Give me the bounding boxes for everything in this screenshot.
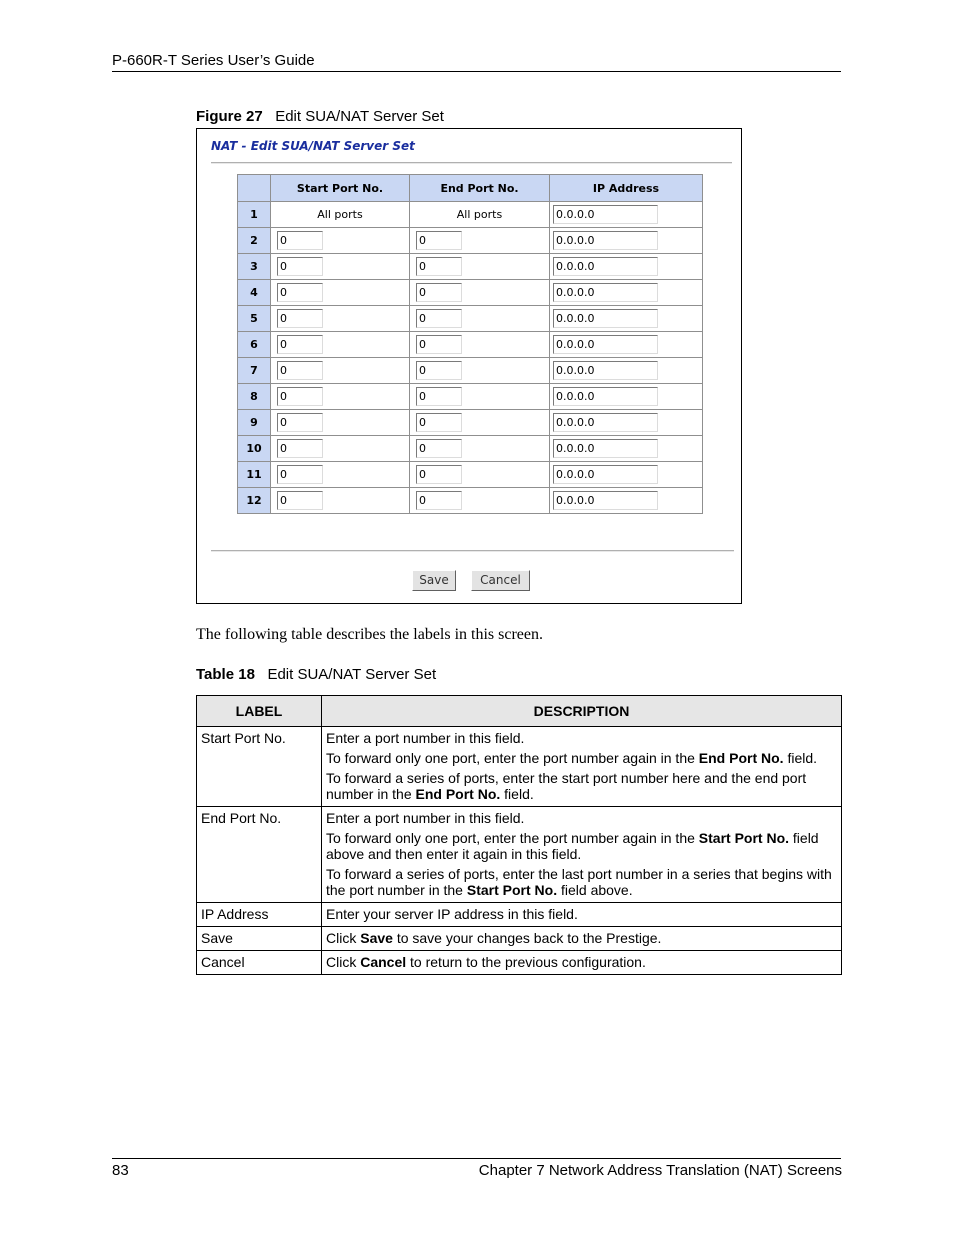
- ip-cell: [550, 228, 703, 254]
- row-number: 8: [238, 384, 271, 410]
- end-port-cell: [410, 384, 550, 410]
- end-port-cell: [410, 332, 550, 358]
- description-text: To forward only one port, enter the port number again in the: [326, 750, 699, 766]
- save-button[interactable]: Save: [412, 570, 456, 591]
- field-name-emphasis: End Port No.: [698, 750, 784, 766]
- desc-header-row: [197, 696, 842, 727]
- start-port-input[interactable]: 0: [277, 309, 323, 328]
- end-port-input[interactable]: 0: [416, 439, 462, 458]
- description-paragraph: [326, 930, 837, 946]
- start-port-input[interactable]: 0: [277, 491, 323, 510]
- header-rule: [112, 71, 841, 72]
- row-label: Start Port No.: [197, 727, 322, 807]
- row-description: [322, 807, 842, 903]
- table-row: [197, 727, 842, 807]
- figure-screenshot: [196, 128, 742, 604]
- table-row: [238, 202, 703, 228]
- ip-cell: [550, 202, 703, 228]
- field-name-emphasis: End Port No.: [415, 786, 501, 802]
- table-row: [238, 488, 703, 514]
- description-paragraph: [326, 954, 837, 970]
- description-text: To forward a series of ports, enter the start port number here and the end port number in the: [326, 770, 807, 802]
- table-row: [238, 436, 703, 462]
- table-row: [238, 358, 703, 384]
- end-port-input[interactable]: 0: [416, 257, 462, 276]
- ip-address-input[interactable]: 0.0.0.0: [553, 335, 658, 354]
- page-number: 83: [112, 1162, 129, 1179]
- end-port-all: All ports: [410, 202, 550, 228]
- end-port-cell: [410, 462, 550, 488]
- start-port-cell: [271, 306, 410, 332]
- table-row: [238, 280, 703, 306]
- column-header-index: [238, 175, 271, 202]
- row-label: End Port No.: [197, 807, 322, 903]
- row-label: Cancel: [197, 951, 322, 975]
- ip-cell: [550, 280, 703, 306]
- start-port-cell: [271, 462, 410, 488]
- screen-divider-bottom: [211, 550, 734, 552]
- row-number: 5: [238, 306, 271, 332]
- end-port-input[interactable]: 0: [416, 309, 462, 328]
- ip-address-input[interactable]: 0.0.0.0: [553, 413, 658, 432]
- description-paragraph: [326, 750, 837, 766]
- end-port-cell: [410, 488, 550, 514]
- table-row: [238, 410, 703, 436]
- table-row: [238, 332, 703, 358]
- start-port-cell: [271, 228, 410, 254]
- description-text: To forward only one port, enter the port number again in the: [326, 830, 699, 846]
- ip-address-input[interactable]: 0.0.0.0: [553, 257, 658, 276]
- ip-address-input[interactable]: 0.0.0.0: [553, 439, 658, 458]
- start-port-cell: [271, 332, 410, 358]
- ip-address-input[interactable]: 0.0.0.0: [553, 283, 658, 302]
- footer-rule: [112, 1158, 841, 1159]
- description-text: to save your changes back to the Prestige.: [392, 930, 662, 946]
- start-port-input[interactable]: 0: [277, 361, 323, 380]
- ip-cell: [550, 488, 703, 514]
- end-port-cell: [410, 228, 550, 254]
- table-row: [238, 228, 703, 254]
- row-description: [322, 727, 842, 807]
- footer-chapter-title: Chapter 7 Network Address Translation (NAT) Screens: [478, 1162, 842, 1179]
- row-description: [322, 927, 842, 951]
- column-header-ip-address: IP Address: [550, 175, 703, 202]
- nat-server-table: [237, 174, 703, 514]
- description-text: field.: [500, 786, 534, 802]
- column-header-end-port: End Port No.: [410, 175, 550, 202]
- table-row: [238, 306, 703, 332]
- start-port-cell: [271, 280, 410, 306]
- end-port-input[interactable]: 0: [416, 231, 462, 250]
- end-port-input[interactable]: 0: [416, 465, 462, 484]
- start-port-input[interactable]: 0: [277, 439, 323, 458]
- end-port-cell: [410, 280, 550, 306]
- ip-address-input[interactable]: 0.0.0.0: [553, 491, 658, 510]
- start-port-input[interactable]: 0: [277, 413, 323, 432]
- end-port-input[interactable]: 0: [416, 335, 462, 354]
- ip-cell: [550, 254, 703, 280]
- end-port-input[interactable]: 0: [416, 361, 462, 380]
- table-row: [238, 254, 703, 280]
- description-text: Enter a port number in this field.: [326, 730, 525, 746]
- description-text: Click: [326, 930, 361, 946]
- start-port-input[interactable]: 0: [277, 387, 323, 406]
- start-port-all: All ports: [271, 202, 410, 228]
- table-row: [197, 807, 842, 903]
- end-port-input[interactable]: 0: [416, 413, 462, 432]
- start-port-cell: [271, 358, 410, 384]
- description-text: field.: [783, 750, 818, 766]
- screen-title: NAT - Edit SUA/NAT Server Set: [211, 139, 415, 153]
- end-port-cell: [410, 358, 550, 384]
- start-port-cell: [271, 488, 410, 514]
- intro-paragraph: The following table describes the labels in this screen.: [196, 626, 544, 643]
- ip-address-input[interactable]: 0.0.0.0: [553, 387, 658, 406]
- row-number: 2: [238, 228, 271, 254]
- figure-caption: [196, 108, 444, 125]
- ip-address-input[interactable]: 0.0.0.0: [553, 231, 658, 250]
- start-port-input[interactable]: 0: [277, 465, 323, 484]
- description-paragraph: [326, 830, 837, 862]
- start-port-input[interactable]: 0: [277, 231, 323, 250]
- ip-cell: [550, 462, 703, 488]
- table-row: [197, 903, 842, 927]
- start-port-cell: [271, 254, 410, 280]
- row-number: 1: [238, 202, 271, 228]
- ip-cell: [550, 358, 703, 384]
- end-port-cell: [410, 436, 550, 462]
- table-row: [238, 462, 703, 488]
- end-port-cell: [410, 306, 550, 332]
- column-header-start-port: Start Port No.: [271, 175, 410, 202]
- row-number: 9: [238, 410, 271, 436]
- table-caption: [196, 666, 436, 683]
- ip-address-input[interactable]: 0.0.0.0: [553, 309, 658, 328]
- row-label: IP Address: [197, 903, 322, 927]
- ip-cell: [550, 306, 703, 332]
- description-text: To forward a series of ports, enter the last port number in a series that begins with the port number in the: [326, 866, 832, 898]
- ip-cell: [550, 332, 703, 358]
- description-paragraph: [326, 906, 837, 922]
- start-port-cell: [271, 410, 410, 436]
- description-text: to return to the previous configuration.: [406, 954, 646, 970]
- running-header-title: P-660R-T Series User’s Guide: [112, 52, 315, 69]
- field-name-emphasis: Cancel: [360, 954, 407, 970]
- description-paragraph: [326, 810, 837, 826]
- description-text: Click: [326, 954, 361, 970]
- start-port-cell: [271, 384, 410, 410]
- table-header-row: [238, 175, 703, 202]
- field-name-emphasis: Save: [360, 930, 393, 946]
- ip-address-input[interactable]: 0.0.0.0: [553, 361, 658, 380]
- description-text: Enter a port number in this field.: [326, 810, 525, 826]
- row-number: 6: [238, 332, 271, 358]
- end-port-input[interactable]: 0: [416, 283, 462, 302]
- field-name-emphasis: Start Port No.: [466, 882, 558, 898]
- table-row: [197, 927, 842, 951]
- start-port-input[interactable]: 0: [277, 257, 323, 276]
- figure-caption-label: Figure 27: [196, 108, 263, 125]
- row-description: [322, 903, 842, 927]
- ip-address-input[interactable]: 0.0.0.0: [553, 465, 658, 484]
- column-header-description: DESCRIPTION: [322, 696, 842, 727]
- end-port-input[interactable]: 0: [416, 387, 462, 406]
- row-number: 10: [238, 436, 271, 462]
- label-description-table: [196, 695, 842, 975]
- row-number: 12: [238, 488, 271, 514]
- field-name-emphasis: Start Port No.: [698, 830, 790, 846]
- end-port-cell: [410, 410, 550, 436]
- description-text: field above.: [557, 882, 633, 898]
- description-paragraph: [326, 866, 837, 898]
- ip-cell: [550, 436, 703, 462]
- end-port-cell: [410, 254, 550, 280]
- cancel-button[interactable]: Cancel: [471, 570, 530, 591]
- table-caption-label: Table 18: [196, 666, 255, 683]
- description-text: field above and then enter it again in this field.: [326, 830, 819, 862]
- ip-cell: [550, 384, 703, 410]
- screen-divider-top: [211, 162, 732, 164]
- table-row: [197, 951, 842, 975]
- row-number: 11: [238, 462, 271, 488]
- figure-caption-text: Edit SUA/NAT Server Set: [275, 108, 444, 125]
- description-paragraph: [326, 730, 837, 746]
- description-paragraph: [326, 770, 837, 802]
- ip-address-input[interactable]: 0.0.0.0: [553, 205, 658, 224]
- description-text: Enter your server IP address in this field.: [326, 906, 578, 922]
- table-caption-text: Edit SUA/NAT Server Set: [267, 666, 437, 683]
- row-number: 3: [238, 254, 271, 280]
- start-port-cell: [271, 436, 410, 462]
- start-port-input[interactable]: 0: [277, 283, 323, 302]
- ip-cell: [550, 410, 703, 436]
- row-description: [322, 951, 842, 975]
- column-header-label: LABEL: [197, 696, 322, 727]
- row-label: Save: [197, 927, 322, 951]
- row-number: 4: [238, 280, 271, 306]
- row-number: 7: [238, 358, 271, 384]
- end-port-input[interactable]: 0: [416, 491, 462, 510]
- start-port-input[interactable]: 0: [277, 335, 323, 354]
- table-row: [238, 384, 703, 410]
